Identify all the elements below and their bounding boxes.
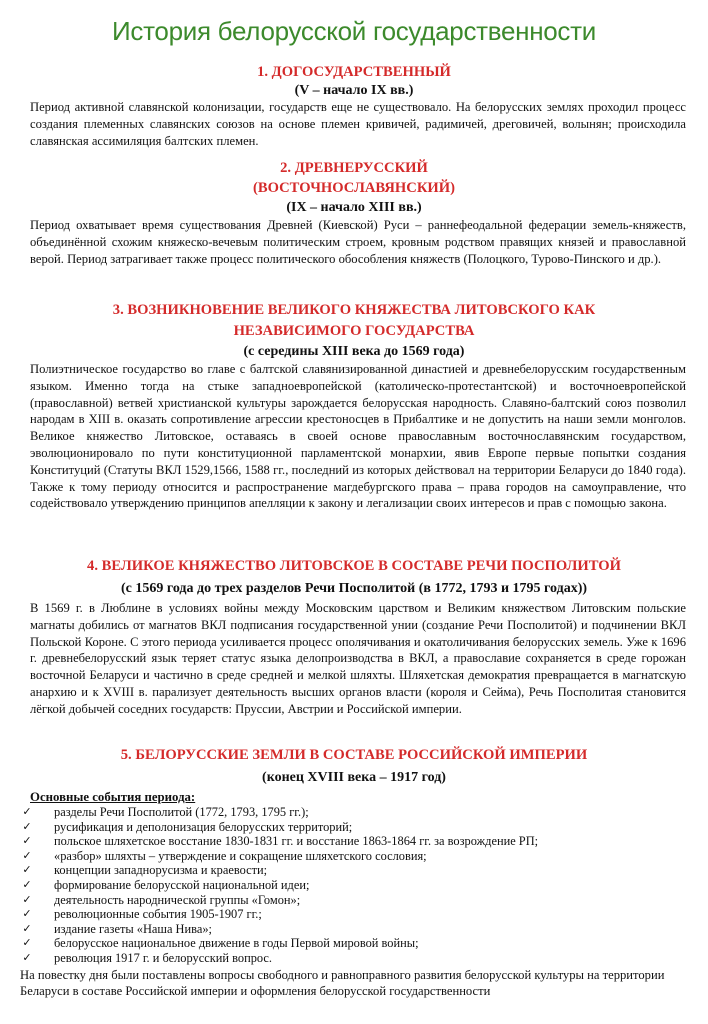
event-text: издание газеты «Наша Нива»; (54, 921, 212, 936)
list-item (20, 893, 700, 908)
event-text: деятельность народнической группы «Гомон»; (54, 892, 301, 907)
checkmark-icon: ✓ (22, 950, 32, 964)
list-item (20, 951, 700, 966)
event-text: революционные события 1905-1907 гг.; (54, 907, 262, 922)
period-2-title-line-2: (ВОСТОЧНОСЛАВЯНСКИЙ) (253, 180, 455, 196)
checkmark-icon: ✓ (22, 877, 32, 891)
period-5-dates: (конец XVIII века – 1917 год) (262, 770, 446, 785)
checkmark-icon: ✓ (22, 805, 32, 818)
list-item (20, 922, 700, 937)
event-text: русификация и деполонизация белорусских территорий; (54, 819, 353, 834)
period-3-title-line-1: 3. ВОЗНИКНОВЕНИЕ ВЕЛИКОГО КНЯЖЕСТВА ЛИТОВСКОГО КАК (112, 302, 596, 318)
period-2-dates: (IX – начало XIII вв.) (286, 200, 422, 215)
event-text: концепции западнорусизма и краевости; (54, 863, 268, 878)
period-4-text: В 1569 г. в Люблине в условиях войны между Московским царством и Великим княжеством Литовским польские магнаты добились от магнатов ВКЛ подписания государственной унии (создание Речи Посполитой) и подчинении ВКЛ Польской Короне. С этого периода усиливается процесс ополячивания и окатоличивания белорусских земель. Уже к 1696 г. древнебелорусский язык теряет статус языка делопроизводства в ВКЛ, а православие сохраняется в среде горожан восточной Беларуси и частично в среде средней и мелкой шляхты. Шляхетская демократия превращается в магнатскую анархию и к XVIII в. парализует деятельность высших органов власти (короля и Сейма), Речь Посполитая становится лёгкой добычей соседних государств: Пруссии, Австрии и Российской империи. (30, 601, 686, 716)
checkmark-icon: ✓ (22, 863, 32, 877)
list-item (20, 936, 700, 951)
list-item (20, 820, 700, 835)
period-2-title-line-1: 2. ДРЕВНЕРУССКИЙ (280, 160, 428, 176)
event-text: формирование белорусской национальной идеи; (54, 877, 310, 892)
period-4-title: 4. ВЕЛИКОЕ КНЯЖЕСТВО ЛИТОВСКОЕ В СОСТАВЕ РЕЧИ ПОСПОЛИТОЙ (87, 558, 621, 574)
event-text: разделы Речи Посполитой (1772, 1793, 1795 гг.); (54, 805, 309, 819)
period-3-text: Полиэтническое государство во главе с балтской славянизированной династией и древнебелорусским государственным языком. Именно тогда на стыке западноевропейской (католическо-протестантской) и восточноевропейской (православной) ветвей христианской культуры зарождается белорусская народность. Славяно-балтский союз позволил народам в XIII в. оказать сопротивление агрессии крестоносцев в Прибалтике и не допустить на наши земли монголов. Великое княжество Литовское, оставаясь в своей основе православным восточнославянским государством, эволюционировало по пути конституционной парламентской монархии, явив Европе первые попытки создания Конституций (Статуты ВКЛ 1529,1566, 1588 гг., последний из которых действовал на территории Беларуси до 1840 года). Также к тому периоду относится и распространение магдебургского права – права городов на самоуправление, что содействовало утверждению принципов апелляции к закону и легализации своих интересов и прав с помощью закона. (30, 362, 686, 511)
period-5-title: 5. БЕЛОРУССКИЕ ЗЕМЛИ В СОСТАВЕ РОССИЙСКОЙ ИМПЕРИИ (120, 747, 588, 763)
events-list (20, 805, 700, 966)
checkmark-icon: ✓ (22, 819, 32, 833)
event-text: «разбор» шляхты – утверждение и сокращение шляхетского сословия; (54, 848, 427, 863)
period-3-dates: (с середины XIII века до 1569 года) (243, 344, 465, 359)
period-2-text: Период охватывает время существования Древней (Киевской) Руси – раннефеодальной федерации земель-княжеств, объединённой схожим княжеско-вечевым политическим строем, кровным родством правящих князей и православной верой. Период затрагивает также процесс политического обособления княжеств (Полоцкого, Турово-Пинского и др.). (30, 218, 686, 266)
period-3-title-line-2: НЕЗАВИСИМОГО ГОСУДАРСТВА (233, 323, 475, 339)
period-5-conclusion: На повестку дня были поставлены вопросы свободного и равноправного развития белорусской культуры на территории Беларуси в составе Российской империи и оформления белорусской государственности (20, 968, 665, 998)
list-item (20, 805, 700, 820)
event-text: польское шляхетское восстание 1830-1831 гг. и восстание 1863-1864 гг. за возрождение РП; (54, 834, 539, 849)
page-title: История белорусской государственности (112, 16, 596, 46)
checkmark-icon: ✓ (22, 848, 32, 862)
list-item (20, 849, 700, 864)
checkmark-icon: ✓ (22, 834, 32, 848)
period-1-dates: (V – начало IX вв.) (294, 83, 414, 98)
checkmark-icon: ✓ (22, 936, 32, 950)
list-item (20, 863, 700, 878)
event-text: революция 1917 г. и белорусский вопрос. (54, 950, 272, 965)
event-text: белорусское национальное движение в годы Первой мировой войны; (54, 936, 419, 951)
list-item (20, 834, 700, 849)
checkmark-icon: ✓ (22, 921, 32, 935)
checkmark-icon: ✓ (22, 892, 32, 906)
period-4-dates: (с 1569 года до трех разделов Речи Посполитой (в 1772, 1793 и 1795 годах)) (120, 581, 588, 596)
period-1-title: 1. ДОГОСУДАРСТВЕННЫЙ (257, 64, 451, 80)
list-item (20, 878, 700, 893)
checkmark-icon: ✓ (22, 907, 32, 921)
period-1-text: Период активной славянской колонизации, государств еще не существовало. На белорусских землях проходил процесс создания племенных славянских союзов на основе племен кривичей, радимичей, дреговичей, волынян; происходила славянская ассимиляция балтских племен. (30, 100, 686, 148)
events-heading: Основные события периода: (30, 790, 196, 804)
list-item (20, 907, 700, 922)
